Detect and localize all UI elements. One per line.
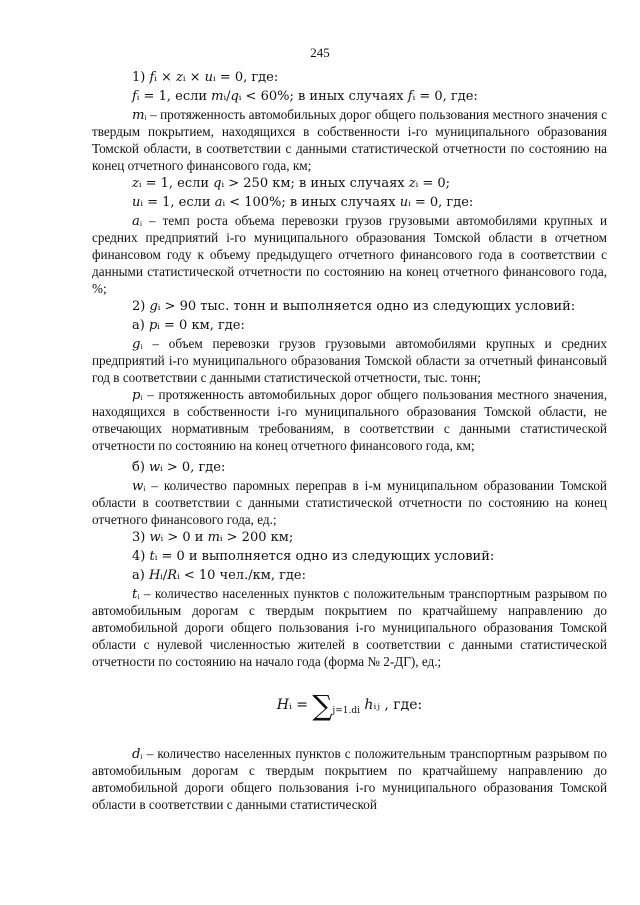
condition-4: 4) 𝑡ᵢ = 0 и выполняется одно из следующих условий: [132, 549, 495, 564]
formula-lhs: 𝐻ᵢ = [276, 697, 308, 713]
condition-2a: а) 𝑝ᵢ = 0 км, где: [132, 318, 245, 333]
condition-1: 1) 𝑓ᵢ × 𝑧ᵢ × 𝑢ᵢ = 0, где: [132, 70, 279, 85]
page-number: 245 [310, 45, 330, 60]
formula-h [92, 690, 607, 721]
page-content [92, 68, 607, 813]
a-definition: 𝑎ᵢ – темп роста объема перевозки грузов грузовыми автомобилями крупных и средних предприятий i-го муниципального образования Томской области в отчетном финансовом году к объему предыдущего отчетного финансового года в соответствии с данными статистической отчетности по состоянию на конец отчетного финансового года, %; [92, 213, 607, 296]
condition-2: 2) 𝑔ᵢ > 90 тыс. тонн и выполняется одно из следующих условий: [132, 299, 576, 314]
summation-symbol: ∑ [312, 689, 333, 722]
d-definition: 𝑑ᵢ – количество населенных пунктов с положительным транспортным разрывом по автомобильным дорогам с твердым покрытием по кратчайшему направлению до автомобильной дороги общего пользования i-го муниципального образования Томской области в соответствии с данными статистической [92, 746, 607, 812]
formula-rhs: ℎᵢⱼ , где: [364, 697, 423, 713]
summation-limits: j=1.di [332, 705, 360, 716]
condition-4a: а) 𝐻ᵢ/𝑅ᵢ < 10 чел./км, где: [132, 568, 306, 583]
w-definition: 𝑤ᵢ – количество паромных переправ в i-м муниципальном образовании Томской области в соответствии с данными статистической отчетности по состоянию на конец отчетного финансового года, ед.; [92, 478, 607, 527]
condition-3: 3) 𝑤ᵢ > 0 и 𝑚ᵢ > 200 км; [132, 530, 294, 545]
m-definition: 𝑚ᵢ – протяженность автомобильных дорог общего пользования местного значения с твердым покрытием, находящихся в собственности i-го муниципального образования Томской области, в соответствии с данными статистической отчетности по состоянию на конец отчетного финансового года, км; [92, 107, 607, 173]
t-definition: 𝑡ᵢ – количество населенных пунктов с положительным транспортным разрывом по автомобильным дорогам с твердым покрытием по кратчайшему направлению до автомобильной дороги общего пользования i-го муниципального образования Томской области с нулевой численностью жителей в соответствии с данными статистической отчетности по состоянию на начало года (форма № 2-ДГ), ед.; [92, 586, 607, 669]
u-definition: 𝑢ᵢ = 1, если 𝑎ᵢ < 100%; в иных случаях 𝑢ᵢ = 0, где: [132, 195, 474, 210]
z-definition: 𝑧ᵢ = 1, если 𝑞ᵢ > 250 км; в иных случаях 𝑧ᵢ = 0; [132, 176, 451, 191]
g-definition: 𝑔ᵢ – объем перевозки грузов грузовыми автомобилями крупных и средних предприятий i-го муниципального образования Томской области за отчетный финансовый год в соответствии с данными статистической отчетности, тыс. тонн; [92, 336, 607, 385]
f-definition: 𝑓ᵢ = 1, если 𝑚ᵢ/𝑞ᵢ < 60%; в иных случаях 𝑓ᵢ = 0, где: [132, 89, 478, 104]
condition-2b: б) 𝑤ᵢ > 0, где: [132, 460, 226, 475]
p-definition: 𝑝ᵢ – протяженность автомобильных дорог общего пользования местного значения, находящихся в собственности i-го муниципального образования Томской области, не отвечающих нормативным требованиям, в соответствии с данными статистической отчетности по состоянию на конец отчетного финансового года, км; [92, 387, 607, 453]
